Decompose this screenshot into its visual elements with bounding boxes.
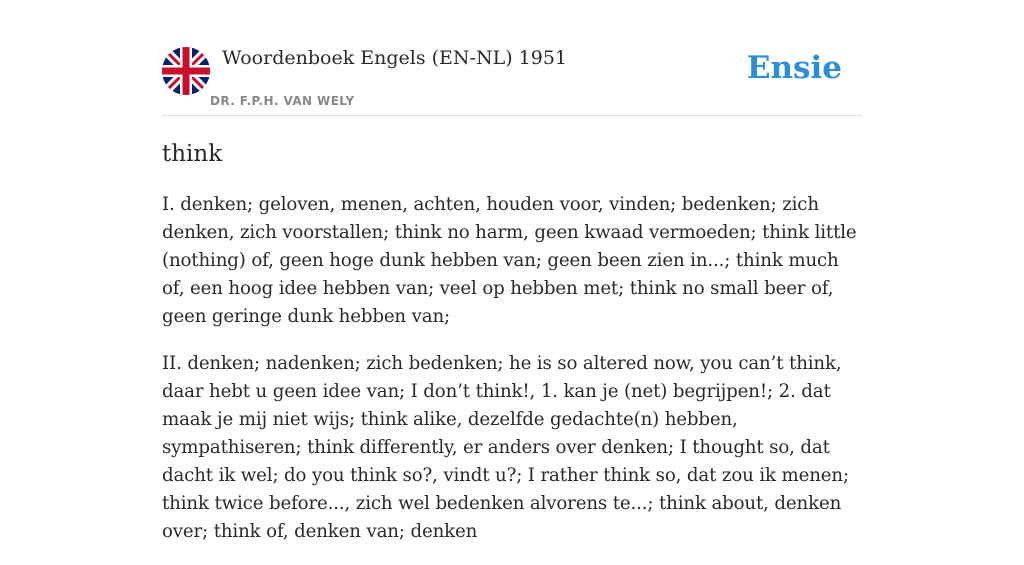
dictionary-header	[162, 40, 862, 116]
definition-paragraph-1: I. denken; geloven, menen, achten, houden voor, vinden; bedenken; zich denken, zich voorstallen; think no harm, geen kwaad vermoeden; think little (nothing) of, geen hoge dunk hebben van; geen been zien in...; think much of, een hoog idee hebben van; veel op hebben met; think no small beer of, geen geringe dunk hebben van;	[162, 194, 857, 327]
uk-flag-icon	[162, 47, 210, 95]
dictionary-author: DR. F.P.H. VAN WELY	[210, 94, 355, 108]
ensie-logo-link[interactable]: Ensie	[746, 50, 842, 86]
definition-paragraph-2: II. denken; nadenken; zich bedenken; he is so altered now, you can’t think, daar hebt u geen idee van; I don’t think!, 1. kan je (net) begrijpen!; 2. dat maak je mij niet wijs; think alike, dezelfde gedachte(n) hebben, sympathiseren; think differently, er anders over denken; I thought so, dat dacht ik wel; do you think so?, vindt u?; I rather think so, dat zou ik menen; think twice before..., zich wel bedenken alvorens te...; think about, denken over; think of, denken van; denken	[162, 353, 849, 542]
entry-definitions	[162, 191, 862, 565]
headword: think	[162, 141, 223, 167]
dictionary-title[interactable]: Woordenboek Engels (EN-NL) 1951	[222, 47, 567, 69]
